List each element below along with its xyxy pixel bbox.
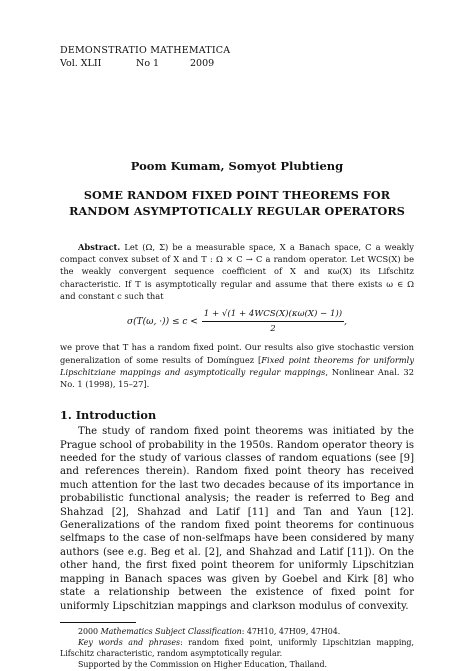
- title-line-1: SOME RANDOM FIXED POINT THEOREMS FOR: [83, 188, 391, 202]
- formula-lhs: σ(T(ω, ·)) ≤ c <: [126, 316, 198, 327]
- footnotes: [60, 626, 414, 670]
- abstract: [60, 241, 414, 390]
- abstract-part-2: [60, 341, 414, 390]
- issue-number: No 1: [136, 58, 160, 69]
- formula-denominator: 2: [270, 324, 276, 335]
- msc-value: : 47H10, 47H09, 47H04.: [241, 626, 341, 636]
- section-body: [60, 425, 414, 613]
- cited-title: Fixed point theorems for uniformly Lipschitziane mappings and asymptotically regular mappings: [60, 354, 415, 377]
- keywords-footnote: [60, 637, 414, 659]
- formula-tail: ,: [344, 316, 348, 327]
- journal-name: DEMONSTRATIO MATHEMATICA: [60, 45, 231, 56]
- year: 2009: [190, 58, 215, 69]
- formula-numerator: 1 + √(1 + 4WCS(X)(κω(X) − 1)): [202, 308, 344, 322]
- title-line-2: RANDOM ASYMPTOTICALLY REGULAR OPERATORS: [69, 204, 405, 218]
- support-footnote: Supported by the Commission on Higher Education, Thailand.: [78, 659, 328, 669]
- abstract-text-1: Let (Ω, Σ) be a measurable space, X a Banach space, C a weakly compact convex subset of X and T : Ω × C → C a random operator. Let WCS(X) be the weakly convergent sequence coefficient of X and κω(X) its Lifschitz characteristic. If T is asymptotically regular and assume that there exists ω ∈ Ω and constant c such that: [60, 242, 414, 301]
- abstract-text-2a: we prove that T has a random fixed point. Our results also give stochastic version generalization of some results of Domínguez [: [60, 342, 414, 365]
- abstract-text-2b: , Nonlinear Anal. 32 No. 1 (1998), 15–27].: [60, 366, 414, 390]
- volume: Vol. XLII: [60, 58, 102, 69]
- authors: Poom Kumam, Somyot Plubtieng: [130, 159, 344, 173]
- abstract-part-1: [60, 241, 414, 302]
- keywords-label: Key words and phrases: [78, 637, 181, 647]
- intro-paragraph: The study of random fixed point theorems was initiated by the Prague school of probability in the 1950s. Random operator theory is needed for the study of various classes of random equations (see [9] and references therein). Random fixed point theory has received much attention for the last two decades because of its importance in probabilistic functional analysis; the reader is referred to Beg and Shahzad [2], Shahzad and Latif [11] and Tan and Yaun [12]. Generalizations of the random fixed point theorems for continuous selfmaps to the case of non-selfmaps have been considered by many authors (see e.g. Beg et al. [2], and Shahzad and Latif [11]). On the other hand, the first fixed point theorem for uniformly Lipschitzian mapping in Banach spaces was given by Goebel and Kirk [8] who state a relationship between the existence of fixed point for uniformly Lipschitzian mappings and clarkson modulus of convexity.: [60, 426, 414, 612]
- footnote-divider: [60, 622, 136, 623]
- formula-fraction: [202, 308, 344, 335]
- keywords-value: : random fixed point, uniformly Lipschitzian mapping, Lifschitz characteristic, random asymptotically regular.: [60, 637, 414, 658]
- msc-footnote: [60, 626, 414, 637]
- msc-year: 2000: [78, 626, 101, 636]
- display-formula: [60, 308, 414, 335]
- msc-label: Mathematics Subject Classification: [100, 626, 242, 636]
- volume-line: [60, 57, 414, 70]
- section-heading: 1. Introduction: [60, 408, 157, 423]
- abstract-label: Abstract.: [78, 242, 121, 252]
- paper-title: [60, 187, 414, 219]
